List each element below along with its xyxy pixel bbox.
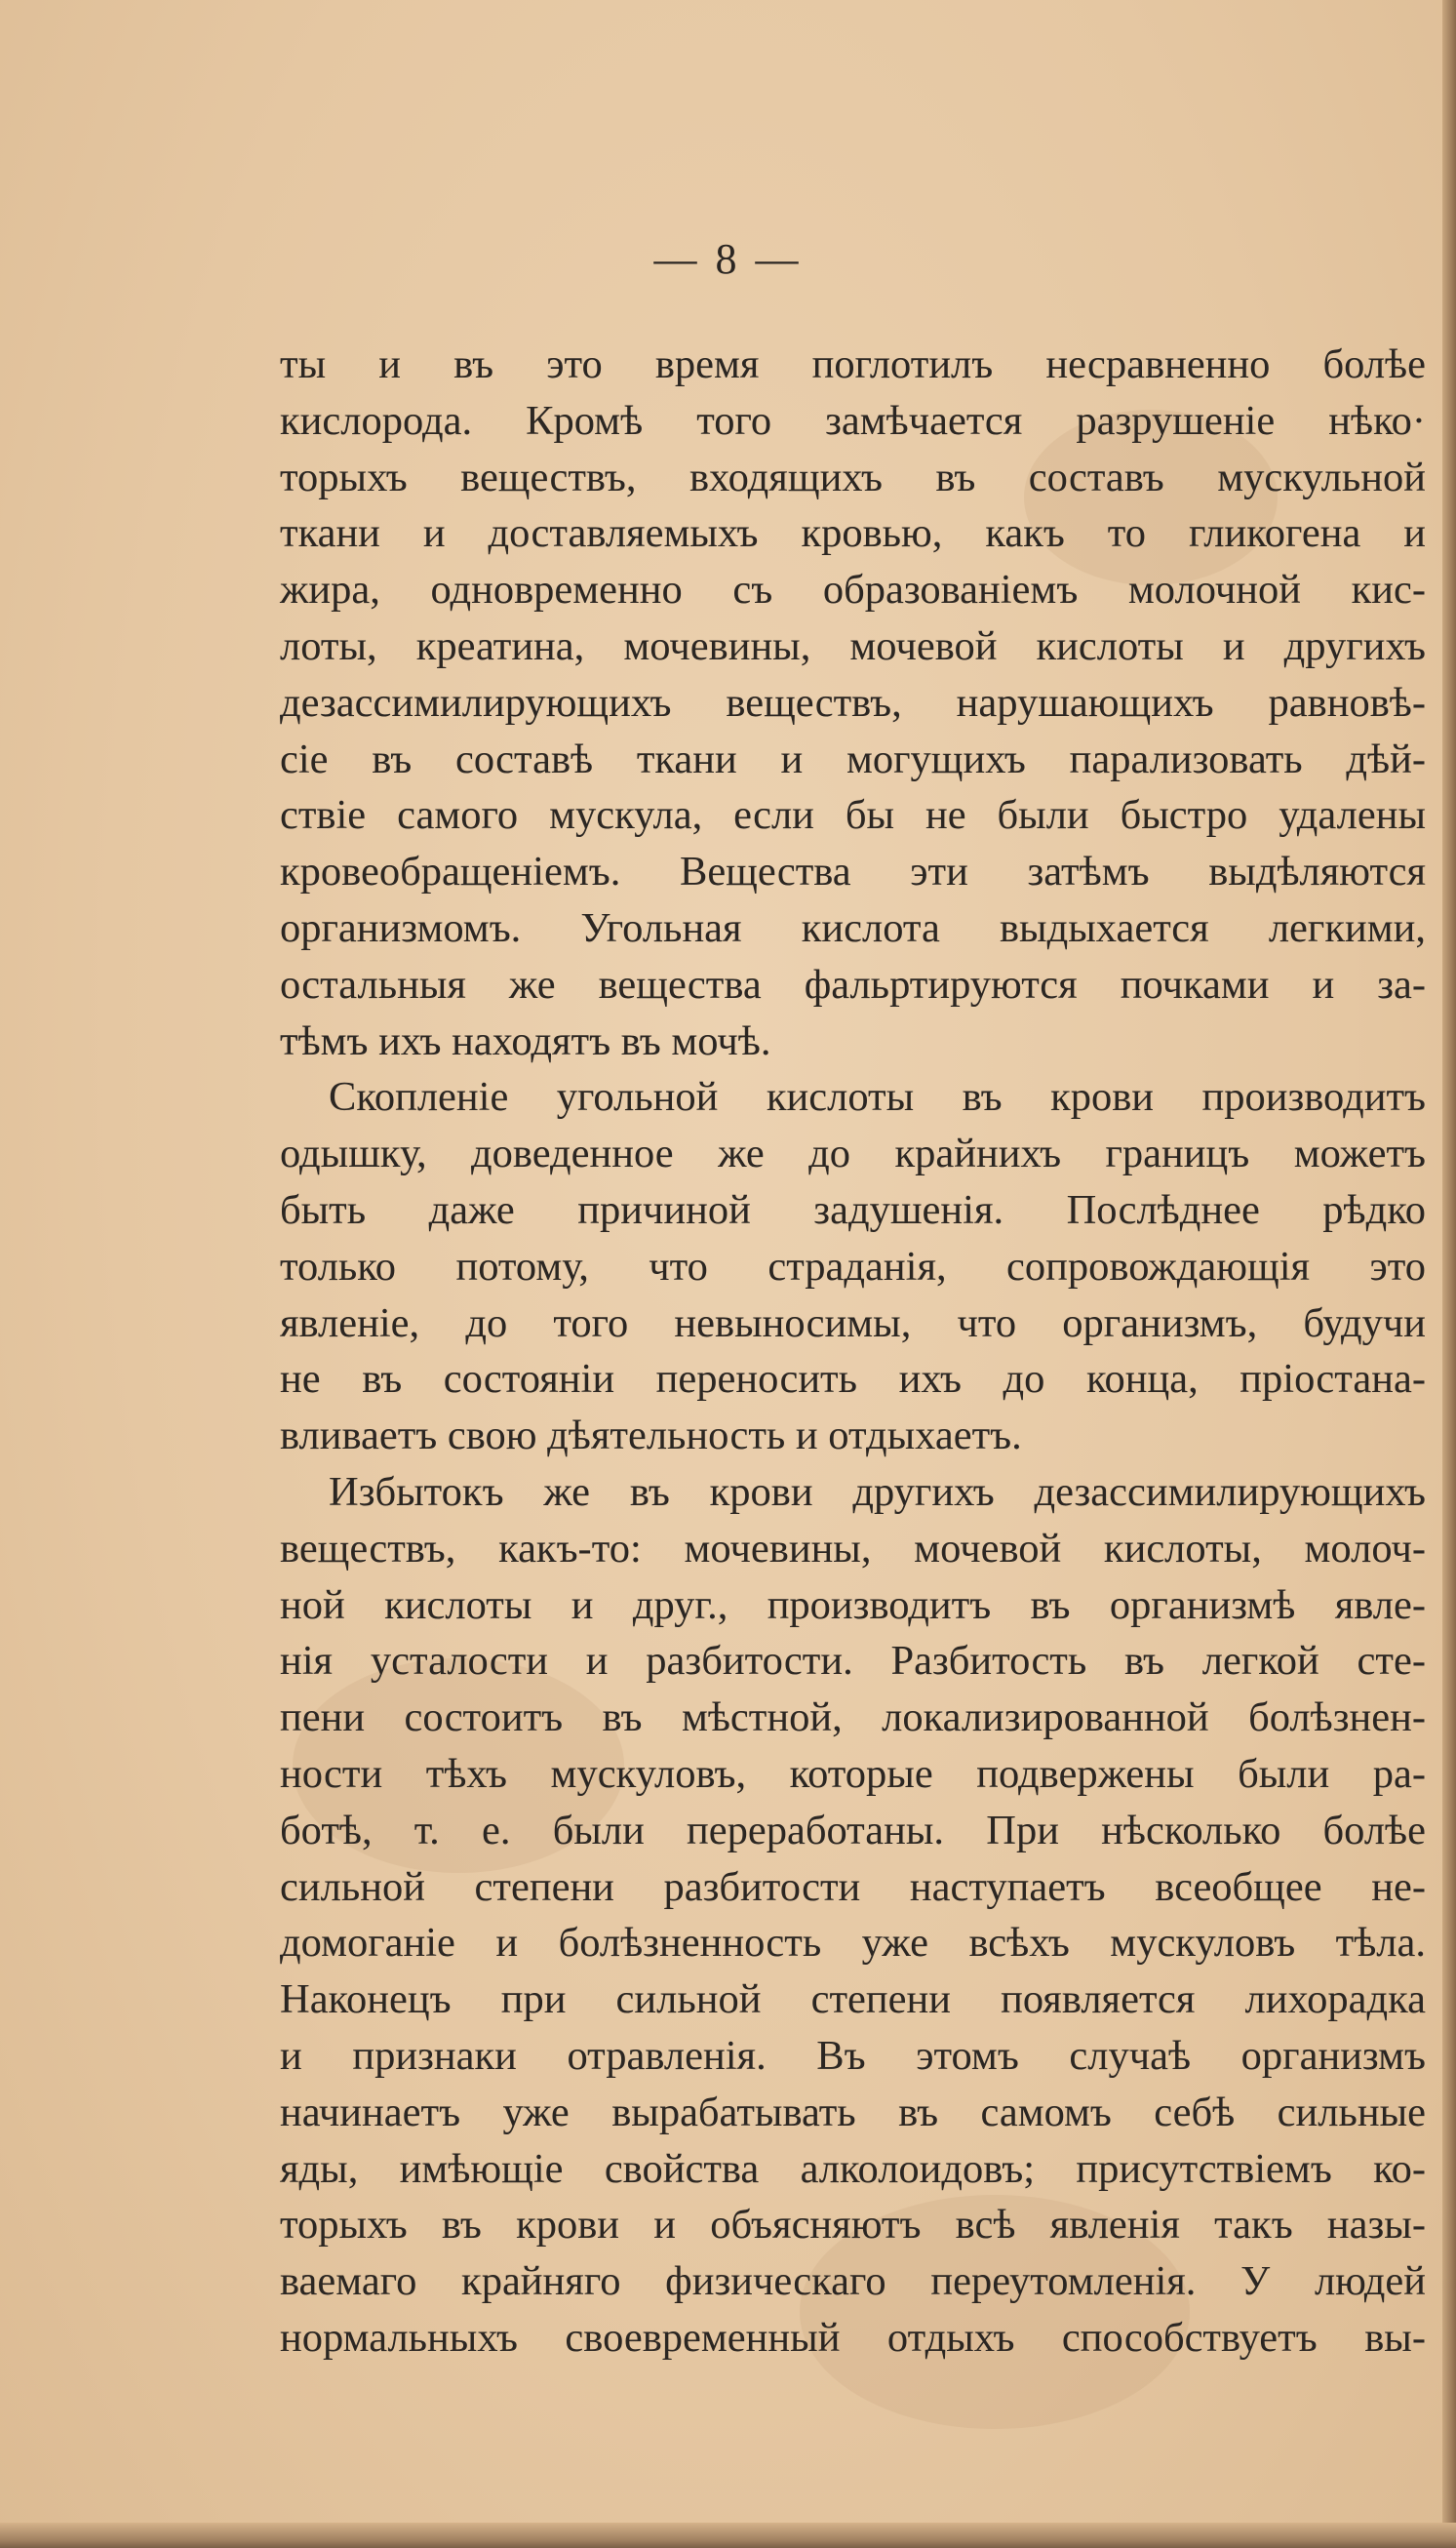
text-line: ткани и доставляемыхъ кровью, какъ то гликогена и	[280, 510, 1426, 557]
text-line: тѣмъ ихъ находятъ въ мочѣ.	[280, 1017, 771, 1064]
text-line: явленіе, до того невыносимы, что организмъ, будучи	[280, 1299, 1426, 1346]
text-line: веществъ, какъ-то: мочевины, мочевой кислоты, молоч-	[280, 1525, 1426, 1572]
text-line: жира, одновременно съ образованіемъ молочной кис-	[280, 567, 1426, 614]
text-line: кислорода. Кромѣ того замѣчается разрушеніе нѣко·	[280, 397, 1426, 444]
text-line: ной кислоты и друг., производитъ въ организмѣ явле-	[280, 1581, 1426, 1628]
text-line: Наконецъ при сильной степени появляется лихорадка	[280, 1976, 1426, 2023]
text-line: остальныя же вещества фальртируются почками и за-	[280, 961, 1426, 1008]
text-line: ности тѣхъ мускуловъ, которые подвержены были ра-	[280, 1750, 1426, 1797]
text-line: кровеобращеніемъ. Вещества эти затѣмъ выдѣляются	[280, 849, 1426, 896]
text-line: домоганіе и болѣзненность уже всѣхъ мускуловъ тѣла.	[280, 1920, 1426, 1967]
text-line: и признаки отравленія. Въ этомъ случаѣ организмъ	[280, 2032, 1426, 2079]
paragraph-first-line: Избытокъ же въ крови другихъ дезассимилирующихъ	[329, 1468, 1426, 1515]
text-line: сіе въ составѣ ткани и могущихъ парализовать дѣй-	[280, 736, 1426, 782]
text-line: нія усталости и разбитости. Разбитость въ легкой сте-	[280, 1638, 1426, 1685]
text-line: яды, имѣющіе свойства алколоидовъ; присутствіемъ ко-	[280, 2145, 1426, 2192]
text-line: вливаетъ свою дѣятельность и отдыхаетъ.	[280, 1413, 1022, 1459]
text-line: сильной степени разбитости наступаетъ всеобщее не-	[280, 1863, 1426, 1910]
text-line: одышку, доведенное же до крайнихъ границъ можетъ	[280, 1131, 1426, 1177]
text-line: торыхъ веществъ, входящихъ въ составъ мускульной	[280, 454, 1426, 500]
text-line: ствіе самого мускула, если бы не были быстро удалены	[280, 792, 1426, 839]
paragraph-first-line: Скопленіе угольной кислоты въ крови производитъ	[329, 1074, 1426, 1121]
text-line: пени состоитъ въ мѣстной, локализированной болѣзнен-	[280, 1694, 1426, 1741]
text-line: быть даже причиной задушенія. Послѣднее рѣдко	[280, 1186, 1426, 1233]
text-line: не въ состояніи переносить ихъ до конца, пріостана-	[280, 1356, 1426, 1403]
text-line: начинаетъ уже вырабатывать въ самомъ себѣ сильные	[280, 2089, 1426, 2135]
text-line: ваемаго крайняго физическаго переутомленія. У людей	[280, 2258, 1426, 2305]
text-line: организмомъ. Угольная кислота выдыхается легкими,	[280, 904, 1426, 951]
page-bottom-edge	[0, 2523, 1456, 2548]
page-edge-shadow	[1442, 0, 1456, 2548]
text-line: ты и въ это время поглотилъ несравненно болѣе	[280, 341, 1426, 387]
text-line: только потому, что страданія, сопровождающія это	[280, 1243, 1426, 1290]
body-text	[280, 337, 1426, 2367]
page-number: — 8 —	[653, 235, 803, 283]
text-line: нормальныхъ своевременный отдыхъ способствуетъ вы-	[280, 2314, 1426, 2361]
text-line: дезассимилирующихъ веществъ, нарушающихъ равновѣ-	[280, 679, 1426, 726]
text-line: лоты, креатина, мочевины, мочевой кислоты и другихъ	[280, 622, 1426, 669]
text-line: ботѣ, т. е. были переработаны. При нѣсколько болѣе	[280, 1807, 1426, 1853]
text-line: торыхъ въ крови и объясняютъ всѣ явленія такъ назы-	[280, 2202, 1426, 2249]
